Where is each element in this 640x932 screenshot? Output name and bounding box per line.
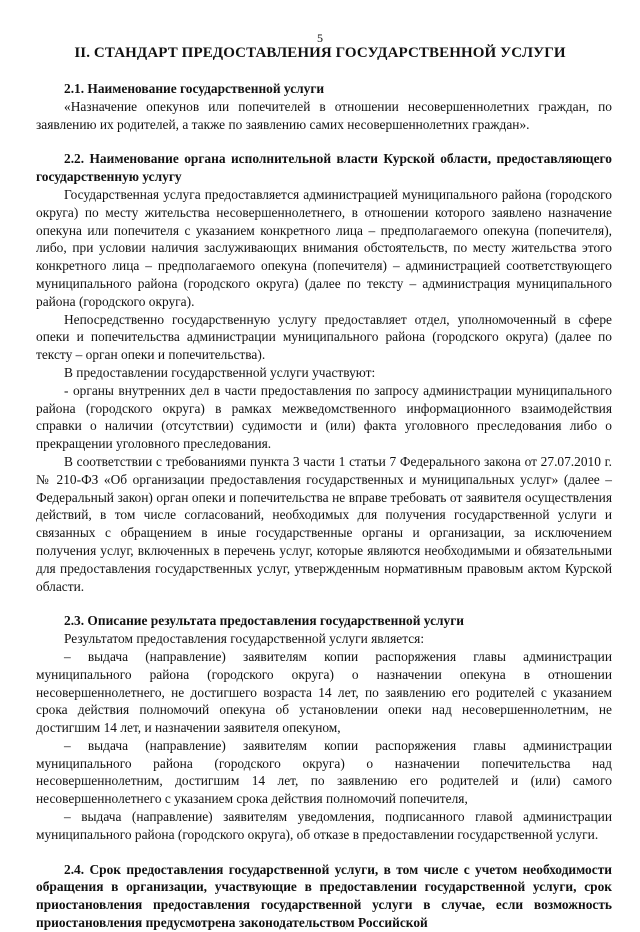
section-2-1-title: 2.1. Наименование государственной услуги — [64, 81, 325, 96]
section-2-3-paragraph-3: – выдача (направление) заявителям копии распоряжения главы администрации муниципального района (городского округа) о назначении попечительства над несовершеннолетним, достигшим 14 лет, по заявлению его родителей и (или) самого несовершеннолетнего с указанием срока действия полномочий попечителя, — [36, 737, 612, 807]
section-2-3-paragraph-4: – выдача (направление) заявителям уведомления, подписанного главой администрации муниципального района (городского округа), об отказе в предоставлении государственной услуги. — [36, 809, 612, 842]
page-number: 5 — [317, 31, 323, 45]
section-2-2-paragraph-1: Государственная услуга предоставляется администрацией муниципального района (городского округа) по месту жительства несовершеннолетнего, в отношении которого заявлено назначение опекуна или попечителя с указанием конкретного лица – предполагаемого опекуна (попечителя), либо, при условии наличия заслуживающих внимания обстоятельств, по месту жительства этого конкретного лица – предполагаемого опекуна (попечителя) – администрацией соответствующего муниципального района (городского округа) (далее по тексту – администрация муниципального района (городского округа). — [36, 186, 612, 309]
section-2-4-title: 2.4. Срок предоставления государственной услуги, в том числе с учетом необходимости обращения в организации, участвующие в предоставлении государственной услуги, срок приостановления предоставления государственной услуги в случае, если возможность приостановления предусмотрена законодательством Российской — [36, 861, 612, 931]
section-heading: II. СТАНДАРТ ПРЕДОСТАВЛЕНИЯ ГОСУДАРСТВЕННОЙ УСЛУГИ — [74, 45, 566, 61]
document-body — [36, 80, 612, 932]
section-2-2-paragraph-3: В предоставлении государственной услуги участвуют: — [64, 364, 376, 380]
section-2-2-paragraph-4: - органы внутренних дел в части предоставления по запросу администрации муниципального района (городского округа) в рамках межведомственного информационного взаимодействия справки о наличии (отсутствии) судимости и (или) факта уголовного преследования либо о прекращении уголовного преследования. — [36, 382, 612, 452]
section-2-1-paragraph: «Назначение опекунов или попечителей в отношении несовершеннолетних граждан, по заявлению их родителей, а также по заявлению самих несовершеннолетних граждан». — [36, 98, 612, 132]
section-2-2-paragraph-5: В соответствии с требованиями пункта 3 части 1 статьи 7 Федерального закона от 27.07.2010 г. № 210-ФЗ «Об организации предоставления государственных и муниципальных услуг» (далее – Федеральный закон) орган опеки и попечительства не вправе требовать от заявителя осуществления действий, в том числе согласований, необходимых для получения государственной услуги и связанных с обращением в иные государственные органы и организации, за исключением получения услуг, включенных в перечень услуг, которые являются необходимыми и обязательными для предоставления государственных услуг, утвержденным нормативным правовым актом Курской области. — [36, 453, 612, 594]
section-2-3-paragraph-2: – выдача (направление) заявителям копии распоряжения главы администрации муниципального района (городского округа) о назначении опекуна в отношении несовершеннолетнего, не достигшего возраста 14 лет, по заявлению его родителей с указанием срока действия полномочий опекуна об установлении опеки над несовершеннолетним, не достигшим 14 лет, и назначении заявителя опекуном, — [36, 648, 612, 736]
section-2-3-paragraph-1: Результатом предоставления государственной услуги является: — [64, 631, 425, 647]
section-2-3-title: 2.3. Описание результата предоставления государственной услуги — [64, 613, 465, 629]
section-2-2-paragraph-2: Непосредственно государственную услугу предоставляет отдел, уполномоченный в сфере опеки и попечительства администрации муниципального района (городского округа) (далее по тексту – орган опеки и попечительства). — [36, 311, 612, 363]
section-2-2-title: 2.2. Наименование органа исполнительной власти Курской области, предоставляющего государственную услугу — [36, 151, 612, 185]
